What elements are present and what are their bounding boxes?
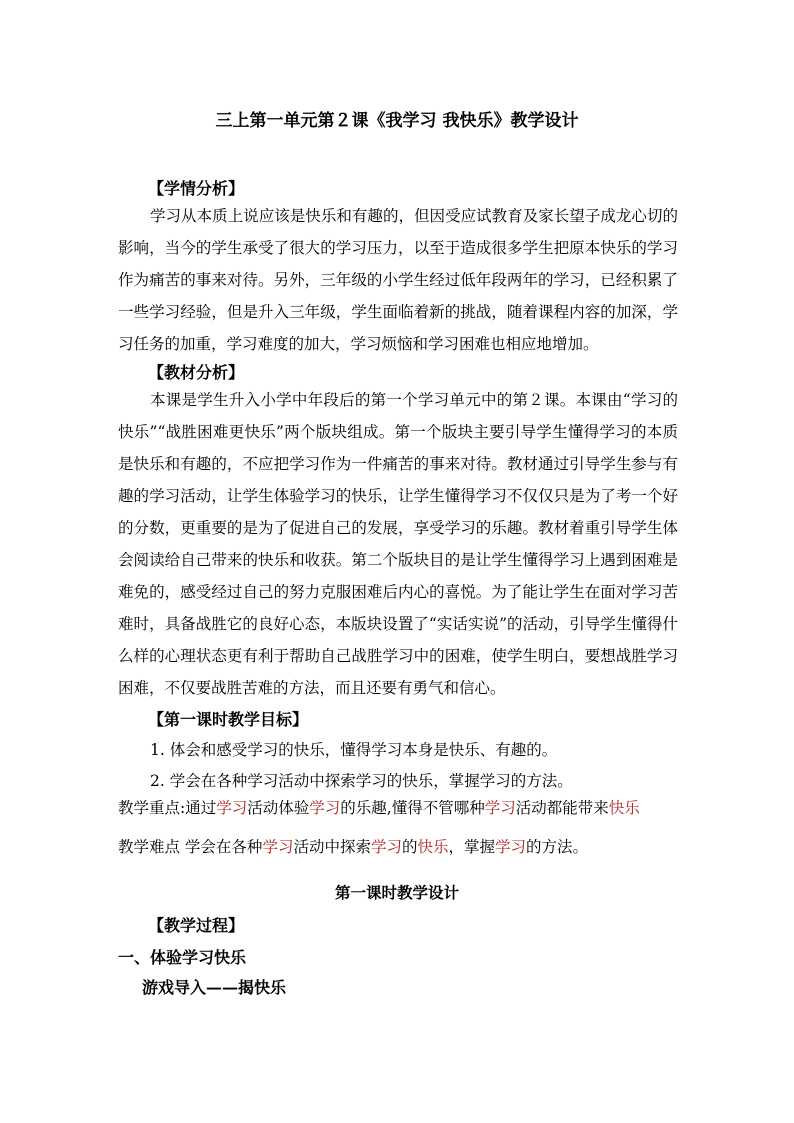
key-point-text: 活动都能带来 xyxy=(515,799,609,817)
objective-item-1: 1. 体会和感受学习的快乐，懂得学习本身是快乐、有趣的。 xyxy=(150,741,558,759)
heading-mubiao: 【第一课时教学目标】 xyxy=(148,710,309,729)
heading-jiaocai: 【教材分析】 xyxy=(148,363,245,382)
difficulty-text: 活动中探索 xyxy=(293,838,371,856)
paragraph-jiaocai: 本课是学生升入小学中年段后的第一个学习单元中的第２课。本课由“学习的快乐”“战胜困难更快乐”两个版块组成。第一个版块主要引导学生懂得学习的本质是快乐和有趣的，不应把学习作为一件痛苦的事来对待。教材通过引导学生参与有趣的学习活动，让学生体验学习的快乐，让学生懂得学习不仅仅只是为了考一个好的分数，更重要的是为了促进自己的发展，享受学习的乐趣。教材着重引导学生体会阅读给自己带来的快乐和收获。第二个版块目的是让学生懂得学习上遇到困难是难免的，感受经过自己的努力克服困难后内心的喜悦。为了能让学生在面对学习苦难时，具备战胜它的良好心态，本版块设置了“实话实说”的活动，引导学生懂得什么样的心理状态更有利于帮助自己战胜学习中的困难，使学生明白，要想战胜学习困难，不仅要战胜苦难的方法，而且还要有勇气和信心。 xyxy=(118,391,678,697)
subsection-title: 游戏导入——揭快乐 xyxy=(142,978,287,997)
highlight-text: 学习 xyxy=(370,838,402,856)
document-title: 三上第一单元第２课《我学习 我快乐》教学设计 xyxy=(215,111,579,131)
difficulty-text: ，掌握 xyxy=(448,838,496,856)
heading-process: 【教学过程】 xyxy=(148,916,245,935)
heading-xueqing: 【学情分析】 xyxy=(148,179,245,198)
highlight-text: 学习 xyxy=(495,838,527,856)
highlight-text: 学习 xyxy=(262,838,294,856)
highlight-text: 学习 xyxy=(484,799,516,817)
key-point-text: 教学重点:通过 xyxy=(118,799,217,817)
key-point-line xyxy=(118,796,640,818)
section-one-title: 一、体验学习快乐 xyxy=(118,948,247,967)
lesson-design-title: 第一课时教学设计 xyxy=(334,883,459,902)
key-point-text: 活动体验 xyxy=(247,799,310,817)
objective-item-2: 2. 学会在各种学习活动中探索学习的快乐，掌握学习的方法。 xyxy=(150,772,573,790)
difficulty-text: 的方法。 xyxy=(526,838,589,856)
highlight-text: 快乐 xyxy=(417,838,449,856)
difficulty-line xyxy=(118,835,588,857)
key-point-text: 的乐趣,懂得不管哪种 xyxy=(340,799,485,817)
highlight-text: 快乐 xyxy=(608,799,640,817)
highlight-text: 学习 xyxy=(309,799,341,817)
difficulty-text: 的 xyxy=(401,838,418,856)
paragraph-xueqing: 学习从本质上说应该是快乐和有趣的，但因受应试教育及家长望子成龙心切的影响，当今的学生承受了很大的学习压力，以至于造成很多学生把原本快乐的学习作为痛苦的事来对待。另外，三年级的小学生经过低年段两年的学习，已经积累了一些学习经验，但是升入三年级，学生面临着新的挑战，随着课程内容的加深，学习任务的加重，学习难度的加大，学习烦恼和学习困难也相应地增加。 xyxy=(118,207,678,353)
highlight-text: 学习 xyxy=(216,799,248,817)
difficulty-text: 教学难点 学会在各种 xyxy=(118,838,263,856)
